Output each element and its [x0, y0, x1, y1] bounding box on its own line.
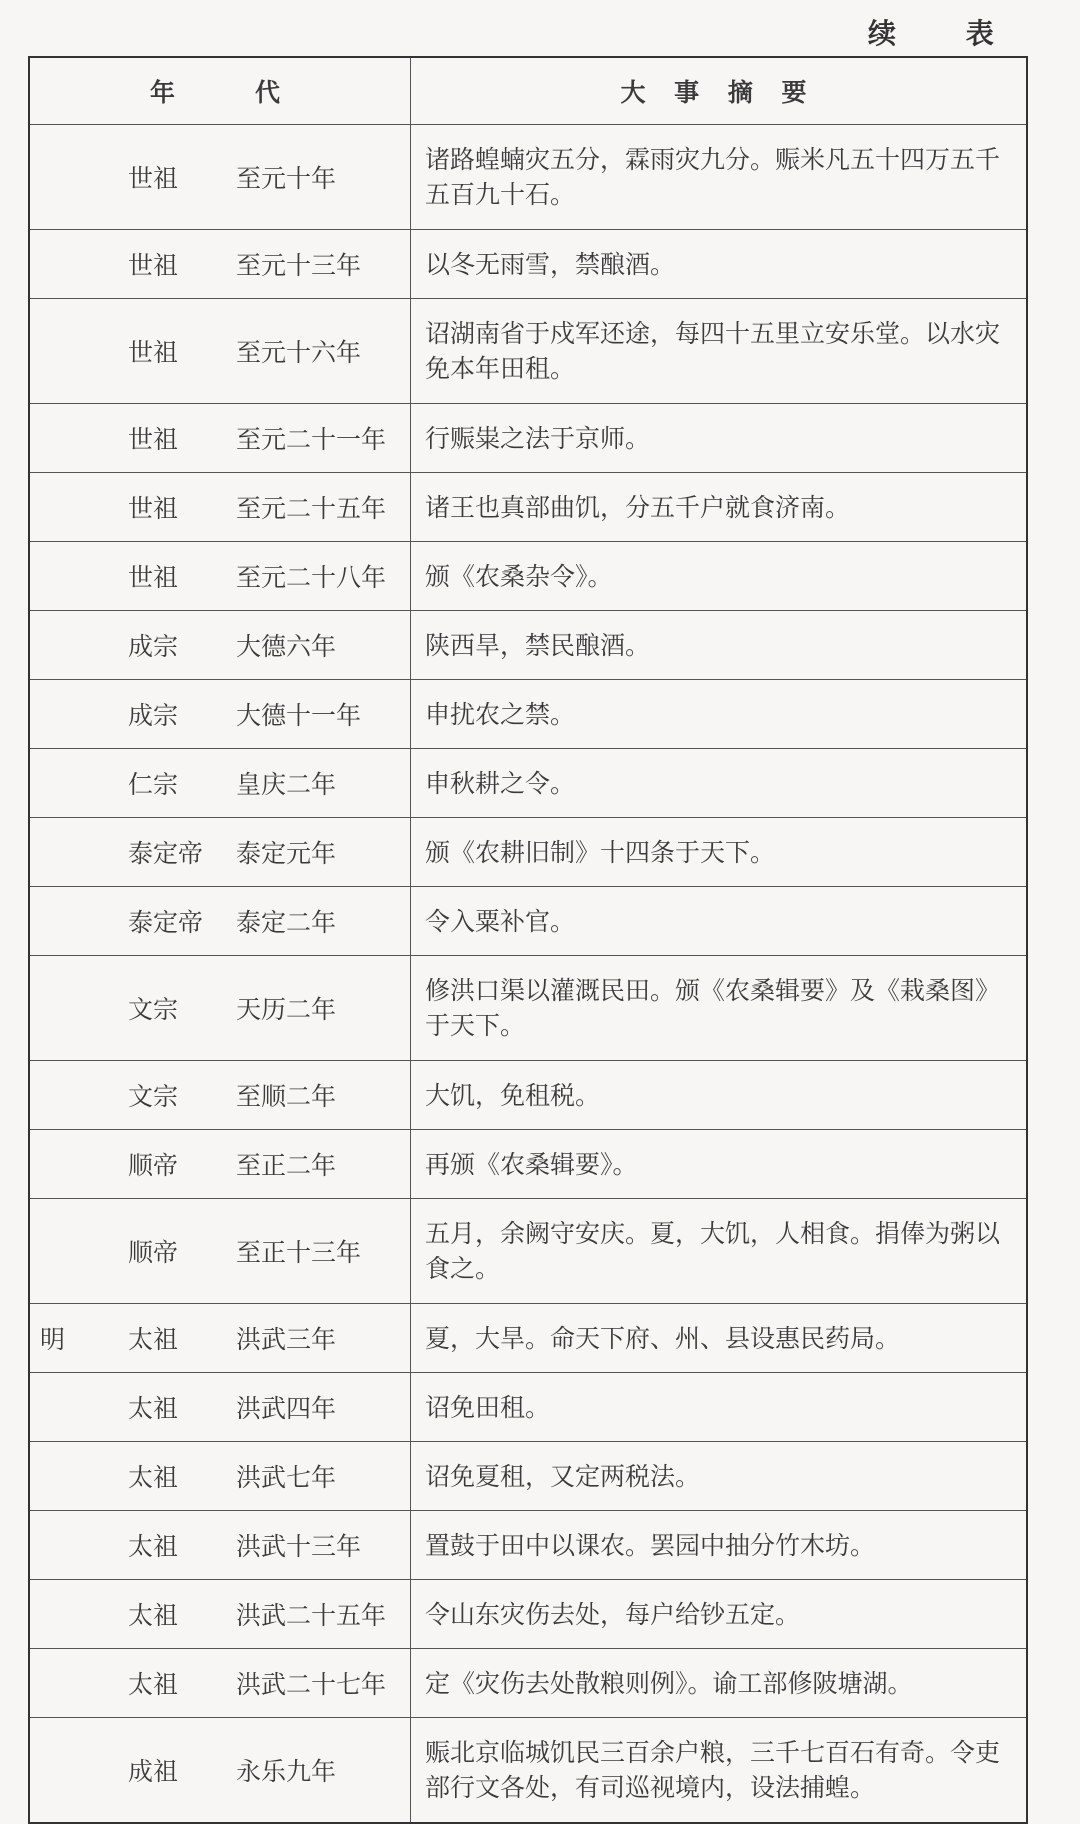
- event-summary-cell: 诏湖南省于戍军还途，每四十五里立安乐堂。以水灾免本年田租。: [411, 299, 1028, 404]
- table-row: [29, 1580, 1027, 1649]
- table-row: [29, 1199, 1027, 1304]
- event-summary-cell: 令山东灾伤去处，每户给钞五定。: [411, 1580, 1028, 1649]
- event-summary-cell: 再颁《农桑辑要》。: [411, 1130, 1028, 1199]
- header-period: 年 代: [29, 57, 411, 125]
- emperor-label: 世祖: [128, 425, 179, 454]
- era-label: 至元二十八年: [236, 563, 387, 592]
- event-summary-cell: 行赈粜之法于京师。: [411, 404, 1028, 473]
- table-row: [29, 299, 1027, 404]
- emperor-label: 世祖: [128, 338, 179, 367]
- period-cell: [29, 230, 411, 299]
- era-label: 至元十六年: [236, 338, 362, 367]
- event-summary-cell: 以冬无雨雪，禁酿酒。: [411, 230, 1028, 299]
- table-row: [29, 542, 1027, 611]
- table-row: [29, 1649, 1027, 1718]
- header-events: 大 事 摘 要: [411, 57, 1028, 125]
- table-row: [29, 473, 1027, 542]
- era-label: 皇庆二年: [236, 770, 337, 799]
- event-summary-cell: 颁《农桑杂令》。: [411, 542, 1028, 611]
- period-cell: [29, 125, 411, 230]
- event-summary-cell: 陕西旱，禁民酿酒。: [411, 611, 1028, 680]
- era-label: 至正二年: [236, 1151, 337, 1180]
- continued-label: 续 表: [868, 17, 1024, 50]
- era-label: 至元十年: [236, 164, 337, 193]
- era-label: 至正十三年: [236, 1238, 362, 1267]
- event-summary-cell: 五月，余阙守安庆。夏，大饥，人相食。捐俸为粥以食之。: [411, 1199, 1028, 1304]
- table-row: [29, 956, 1027, 1061]
- events-table: [28, 56, 1028, 1824]
- table-body: [29, 125, 1027, 1824]
- era-label: 泰定二年: [236, 908, 337, 937]
- table-row: [29, 611, 1027, 680]
- period-cell: [29, 1199, 411, 1304]
- period-cell: [29, 1130, 411, 1199]
- table-row: [29, 749, 1027, 818]
- era-label: 永乐九年: [236, 1757, 337, 1786]
- table-header-row: [29, 57, 1027, 125]
- event-summary-cell: 置鼓于田中以课农。罢园中抽分竹木坊。: [411, 1511, 1028, 1580]
- era-label: 至元十三年: [236, 251, 362, 280]
- emperor-label: 世祖: [128, 494, 179, 523]
- table-row: [29, 1061, 1027, 1130]
- era-label: 大德十一年: [236, 701, 362, 730]
- era-label: 洪武七年: [236, 1463, 337, 1492]
- event-summary-cell: 诸王也真部曲饥，分五千户就食济南。: [411, 473, 1028, 542]
- period-cell: [29, 749, 411, 818]
- event-summary-cell: 夏，大旱。命天下府、州、县设惠民药局。: [411, 1304, 1028, 1373]
- emperor-label: 太祖: [128, 1670, 179, 1699]
- era-label: 洪武四年: [236, 1394, 337, 1423]
- emperor-label: 世祖: [128, 251, 179, 280]
- table-row: [29, 680, 1027, 749]
- era-label: 至元二十一年: [236, 425, 387, 454]
- emperor-label: 顺帝: [128, 1238, 179, 1267]
- emperor-label: 成宗: [128, 632, 179, 661]
- period-cell: [29, 680, 411, 749]
- emperor-label: 太祖: [128, 1325, 179, 1354]
- emperor-label: 顺帝: [128, 1151, 179, 1180]
- emperor-label: 泰定帝: [128, 908, 204, 937]
- table-row: [29, 1442, 1027, 1511]
- period-cell: [29, 887, 411, 956]
- period-cell: [29, 611, 411, 680]
- era-label: 洪武三年: [236, 1325, 337, 1354]
- table-row: [29, 1130, 1027, 1199]
- period-cell: [29, 542, 411, 611]
- emperor-label: 文宗: [128, 1082, 179, 1111]
- emperor-label: 成祖: [128, 1757, 179, 1786]
- era-label: 洪武二十七年: [236, 1670, 387, 1699]
- event-summary-cell: 申扰农之禁。: [411, 680, 1028, 749]
- event-summary-cell: 赈北京临城饥民三百余户粮，三千七百石有奇。令吏部行文各处，有司巡视境内，设法捕蝗。: [411, 1718, 1028, 1824]
- emperor-label: 太祖: [128, 1601, 179, 1630]
- era-label: 洪武二十五年: [236, 1601, 387, 1630]
- event-summary-cell: 定《灾伤去处散粮则例》。谕工部修陂塘湖。: [411, 1649, 1028, 1718]
- period-cell: [29, 1511, 411, 1580]
- table-row: [29, 1373, 1027, 1442]
- table-row: [29, 818, 1027, 887]
- era-label: 泰定元年: [236, 839, 337, 868]
- period-cell: [29, 1718, 411, 1824]
- table-row: [29, 1304, 1027, 1373]
- era-label: 洪武十三年: [236, 1532, 362, 1561]
- emperor-label: 世祖: [128, 563, 179, 592]
- table-row: [29, 887, 1027, 956]
- emperor-label: 太祖: [128, 1532, 179, 1561]
- emperor-label: 泰定帝: [128, 839, 204, 868]
- emperor-label: 太祖: [128, 1463, 179, 1492]
- emperor-label: 世祖: [128, 164, 179, 193]
- event-summary-cell: 修洪口渠以灌溉民田。颁《农桑辑要》及《栽桑图》于天下。: [411, 956, 1028, 1061]
- period-cell: [29, 818, 411, 887]
- period-cell: [29, 1649, 411, 1718]
- emperor-label: 仁宗: [128, 770, 179, 799]
- period-cell: [29, 1061, 411, 1130]
- emperor-label: 太祖: [128, 1394, 179, 1423]
- period-cell: [29, 404, 411, 473]
- period-cell: [29, 1373, 411, 1442]
- dynasty-label: 明: [40, 1325, 66, 1354]
- event-summary-cell: 诏免夏租，又定两税法。: [411, 1442, 1028, 1511]
- table-row: [29, 404, 1027, 473]
- table-row: [29, 125, 1027, 230]
- period-cell: [29, 299, 411, 404]
- event-summary-cell: 诏免田租。: [411, 1373, 1028, 1442]
- event-summary-cell: 申秋耕之令。: [411, 749, 1028, 818]
- event-summary-cell: 诸路蝗蝻灾五分，霖雨灾九分。赈米凡五十四万五千五百九十石。: [411, 125, 1028, 230]
- era-label: 至元二十五年: [236, 494, 387, 523]
- period-cell: [29, 956, 411, 1061]
- table-row: [29, 230, 1027, 299]
- period-cell: [29, 1304, 411, 1373]
- emperor-label: 文宗: [128, 995, 179, 1024]
- emperor-label: 成宗: [128, 701, 179, 730]
- era-label: 至顺二年: [236, 1082, 337, 1111]
- event-summary-cell: 令入粟补官。: [411, 887, 1028, 956]
- era-label: 天历二年: [236, 995, 337, 1024]
- event-summary-cell: 大饥，免租税。: [411, 1061, 1028, 1130]
- period-cell: [29, 473, 411, 542]
- period-cell: [29, 1442, 411, 1511]
- event-summary-cell: 颁《农耕旧制》十四条于天下。: [411, 818, 1028, 887]
- table-row: [29, 1718, 1027, 1824]
- period-cell: [29, 1580, 411, 1649]
- era-label: 大德六年: [236, 632, 337, 661]
- table-row: [29, 1511, 1027, 1580]
